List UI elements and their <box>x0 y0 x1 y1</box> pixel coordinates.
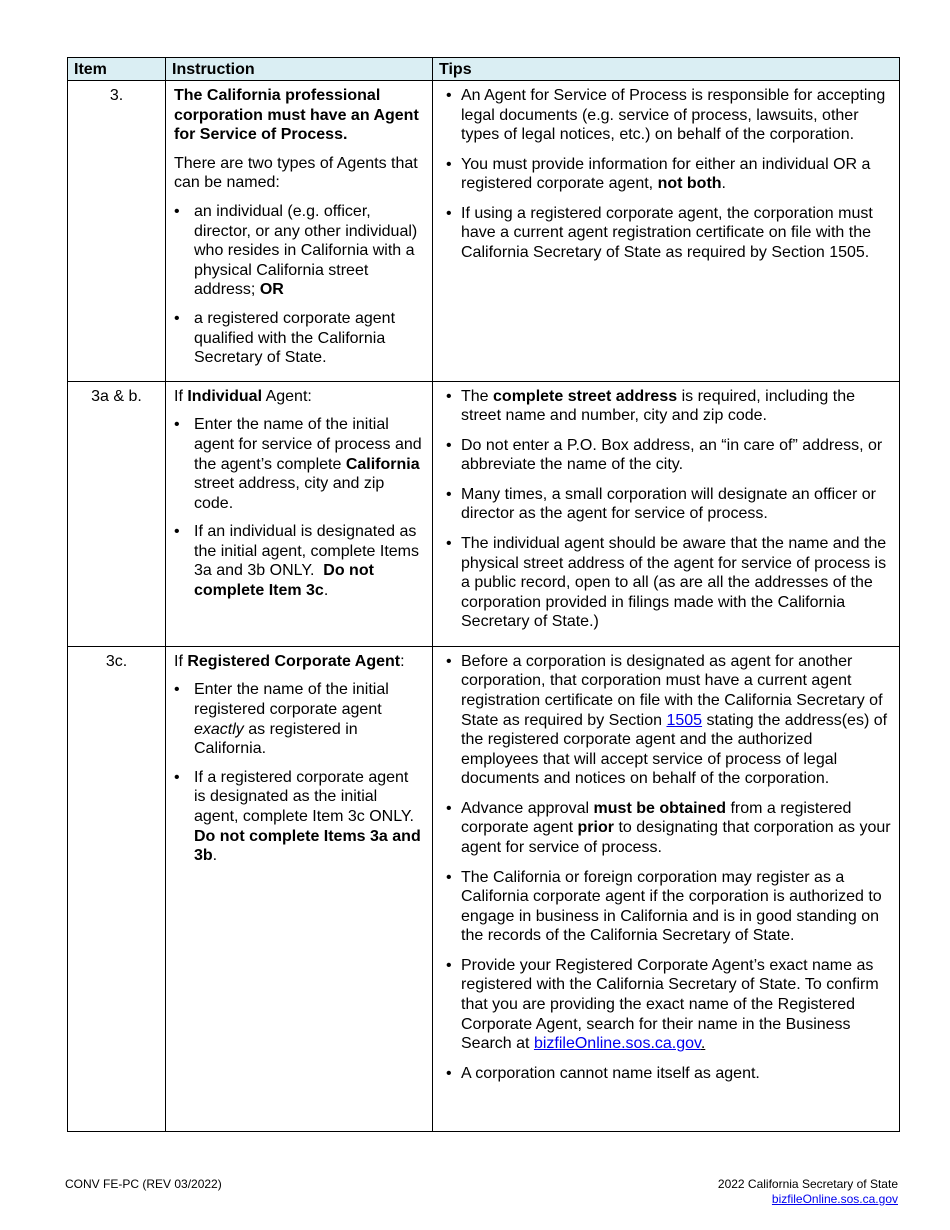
row3ab-tip-1: • The complete street address is required, including the street name and number, city and zip code. <box>446 387 891 426</box>
row3c-tip-1: • Before a corporation is designated as agent for another corporation, that corporation must have a current agent registration certificate on file with the California Secretary of State as required by Section 1505 stating the address(es) of the registered corporate agent and the authorized employees that will accept service of process of legal documents and notices on behalf of the corporation. <box>446 652 891 789</box>
row3c-tip-5: • A corporation cannot name itself as agent. <box>446 1064 891 1084</box>
bizfile-link[interactable]: bizfileOnline.sos.ca.gov <box>533 1035 701 1053</box>
row3ab-tips <box>433 381 900 646</box>
header-item: Item <box>68 58 166 81</box>
row3c-tip-2: • Advance approval must be obtained from a registered corporate agent prior to designating that corporation as your agent for service of process. <box>446 799 891 858</box>
row3-intro: There are two types of Agents that can be named: <box>174 154 418 192</box>
header-tips: Tips <box>433 58 900 81</box>
section-1505-link[interactable]: 1505 <box>666 711 703 729</box>
table-row-3c <box>68 646 900 1131</box>
row3c-bullet-1: • Enter the name of the initial registered corporate agent exactly as registered in California. <box>174 680 424 758</box>
footer-right <box>718 1177 898 1207</box>
footer-website-link[interactable]: bizfileOnline.sos.ca.gov <box>771 1192 898 1206</box>
row3-tip-3: • If using a registered corporate agent, the corporation must have a current agent registration certificate on file with the California Secretary of State as required by Section 1505. <box>446 204 891 263</box>
copyright-text: 2022 California Secretary of State <box>717 1177 898 1191</box>
row3c-tip-4: • Provide your Registered Corporate Agent’s exact name as registered with the California Secretary of State. To confirm that you are providing the exact name of the Registered Corporate Agent, search for their name in the Business Search at bizfileOnline.sos.ca.gov. <box>446 956 891 1054</box>
row3ab-tip-4: • The individual agent should be aware that the name and the physical street address of the agent for service of process is a public record, open to all (as are all the addresses of the corporation provided in filings made with the California Secretary of State.) <box>446 534 891 632</box>
row3ab-item: 3a & b. <box>68 381 166 646</box>
row3-instruction <box>166 81 433 382</box>
row3-tip-1: • An Agent for Service of Process is responsible for accepting legal documents (e.g. service of process, lawsuits, other types of legal notices, etc.) on behalf of the corporation. <box>446 86 891 145</box>
row3c-tips <box>433 646 900 1131</box>
row3ab-instruction <box>166 381 433 646</box>
row3-tip-2: • You must provide information for either an individual OR a registered corporate agent, not both. <box>446 155 891 194</box>
table-header-row <box>68 58 900 81</box>
header-instruction: Instruction <box>166 58 433 81</box>
row3ab-tip-3: • Many times, a small corporation will designate an officer or director as the agent for service of process. <box>446 485 891 524</box>
row3ab-bullet-1: • Enter the name of the initial agent for service of process and the agent’s complete California street address, city and zip code. <box>174 415 424 513</box>
row3c-instruction <box>166 646 433 1131</box>
table-row-3 <box>68 81 900 382</box>
row3c-item: 3c. <box>68 646 166 1131</box>
row3ab-bullet-2: • If an individual is designated as the initial agent, complete Items 3a and 3b ONLY. Do not complete Item 3c. <box>174 522 424 600</box>
table-row-3ab <box>68 381 900 646</box>
row3-heading: The California professional corporation must have an Agent for Service of Process. <box>174 87 419 144</box>
row3c-lead: If Registered Corporate Agent: <box>174 652 405 670</box>
instructions-table <box>67 57 900 1132</box>
row3c-bullet-2: • If a registered corporate agent is designated as the initial agent, complete Item 3c ONLY. Do not complete Items 3a and 3b. <box>174 768 424 866</box>
row3-tips <box>433 81 900 382</box>
row3-item: 3. <box>68 81 166 382</box>
form-id: CONV FE-PC (REV 03/2022) <box>65 1177 222 1191</box>
row3ab-lead: If Individual Agent: <box>174 387 312 405</box>
row3ab-tip-2: • Do not enter a P.O. Box address, an “in care of” address, or abbreviate the name of the city. <box>446 436 891 475</box>
row3-bullet-corporate: • a registered corporate agent qualified with the California Secretary of State. <box>174 309 424 368</box>
row3c-tip-3: • The California or foreign corporation may register as a California corporate agent if the corporation is authorized to engage in business in California and is in good standing on the records of the California Secretary of State. <box>446 868 891 946</box>
row3-bullet-individual: • an individual (e.g. officer, director, or any other individual) who resides in California with a physical California street address; OR <box>174 202 424 300</box>
